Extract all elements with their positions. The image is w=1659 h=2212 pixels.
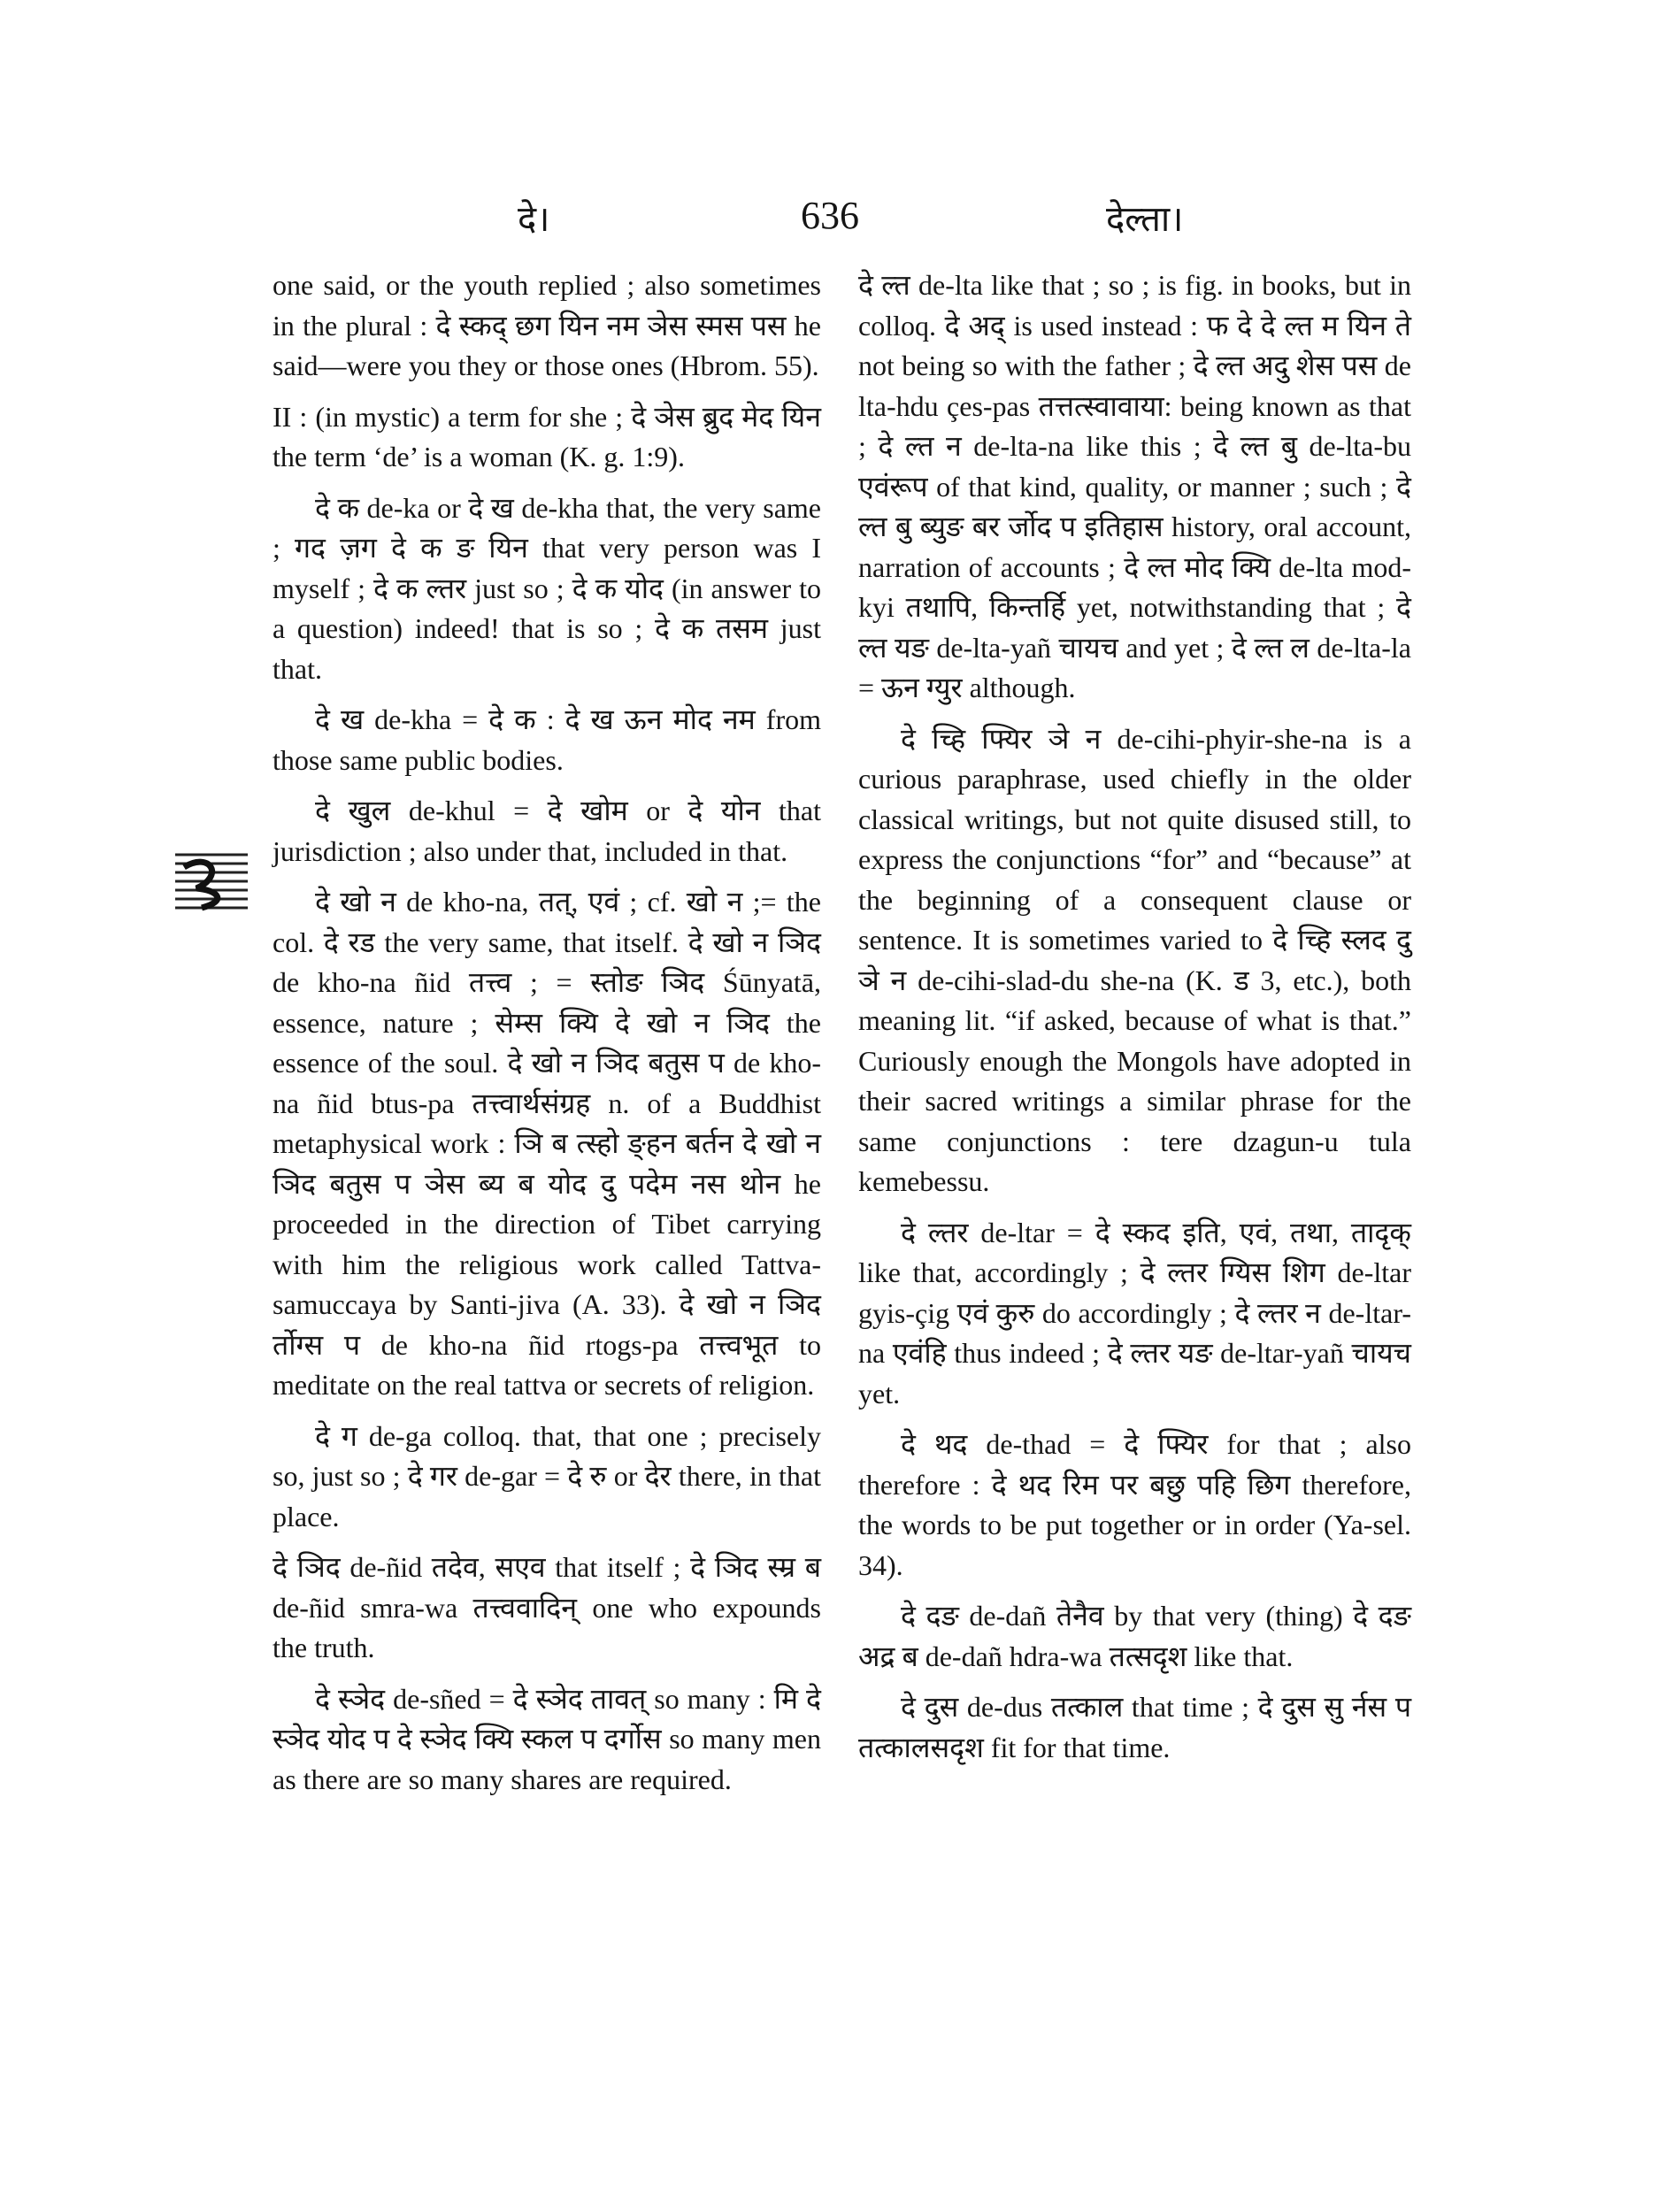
entry-de-ltar: दे ल्तर de-ltar = दे स्कद इति, एवं, तथा, तादृक् like that, accordingly ; दे ल्तर ग्यिस शिग de-ltar gyis-çig एवं कुरु do accordingly ; दे ल्तर न de-ltar-na एवंहि thus indeed ; दे ल्तर यङ de-ltar-yañ चायच yet. <box>858 1216 1411 1409</box>
entry-de-ka: दे क de-ka or दे ख de-kha that, the very same ; गद ज़ग दे क ङ यिन that very person was I myself ; दे क ल्तर just so ; दे क योद (in answer to a question) indeed! that is so ; दे क तसम just that. <box>273 491 821 685</box>
entry-de-kho-na: दे खो न de kho-na, तत्, एवं ; cf. खो न ;= the col. दे रड the very same, that itself. दे खो न ञिद de kho-na ñid तत्त्व ; = स्तोङ ञिद Śūnyatā, essence, nature ; सेम्स क्यि दे खो न ञिद the essence of the soul. दे खो न ञिद बतुस प de kho-na ñid btus-pa तत्त्वार्थसंग्रह n. of a Buddhist metaphysical work : ञि ब त्स्हो ङ्हन बर्तन दे खो न ञिद बतुस प ञेस ब्य ब योद दु पदेम नस थोन he proceeded in the direction of Tibet carrying with him the religious work called Tattva-samuccaya by Santi-jiva (A. 33). दे खो न ञिद र्तोग्स प de kho-na ñid rtogs-pa तत्त्वभूत to meditate on the real tattva or secrets of religion. <box>273 886 821 1401</box>
right-column <box>858 265 1411 1778</box>
entry-de-cihi-phyir: दे च्हि फ्यिर ञे न de-cihi-phyir-she-na is a curious paraphrase, used chiefly in the older classical writings, but not quite disused still, to express the conjunctions “for” and “because” at the beginning of a consequent clause or sentence. It is sometimes varied to दे च्हि स्लद दु ञे न de-cihi-slad-du she-na (K. ड 3, etc.), both meaning lit. “if asked, because of what is that.” Curiously enough the Mongols have adopted in their sacred writings a similar phrase for the same conjunctions : tere dzagun-u tula kemebessu. <box>858 722 1411 1197</box>
entry-de-sned: दे स्ञेद de-sñed = दे स्ञेद तावत् so many : मि दे स्ञेद योद प दे स्ञेद क्यि स्कल प दर्गोस so many men as there are so many shares are required. <box>273 1682 821 1795</box>
entry-de-ii: II : (in mystic) a term for she ; दे ञेस ब्रुद मेद यिन the term ‘de’ is a woman (K. g. 1:9). <box>273 400 821 472</box>
header-right: देल्ता। <box>1106 199 1184 240</box>
entry-de-nid: दे ञिद de-ñid तदेव, सएव that itself ; दे ञिद स्म्र ब de-ñid smra-wa तत्त्ववादिन् one who expounds the truth. <box>273 1551 821 1663</box>
margin-ornament-icon <box>175 849 248 913</box>
left-column <box>273 265 821 1810</box>
header-left: दे। <box>518 199 550 240</box>
entry-de-khul: दे खुल de-khul = दे खोम or दे योन that jurisdiction ; also under that, included in that. <box>273 795 821 867</box>
page-number: 636 <box>801 194 859 237</box>
entry-de-lta: दे ल्त de-lta like that ; so ; is fig. in books, but in colloq. दे अद् is used instead : फ दे दे ल्त म यिन ते not being so with the father ; दे ल्त अदु शेस पस de lta-hdu çes-pas तत्तत्स्वावाया: being known as that ; दे ल्त न de-lta-na like this ; दे ल्त बु de-lta-bu एवंरूप of that kind, quality, or manner ; such ; दे ल्त बु ब्युङ बर र्जोद प इतिहास history, oral account, narration of accounts ; दे ल्त मोद क्यि de-lta mod-kyi तथापि, किन्तर्हि yet, notwithstanding that ; दे ल्त यङ de-lta-yañ चायच and yet ; दे ल्त ल de-lta-la = ऊन ग्युर although. <box>858 269 1411 703</box>
entry-de-ga: दे ग de-ga colloq. that, that one ; precisely so, just so ; दे गर de-gar = दे रु or देर there, in that place. <box>273 1419 821 1532</box>
entry-de-dus: दे दुस de-dus तत्काल that time ; दे दुस सु र्नस प तत्कालसदृश fit for that time. <box>858 1691 1411 1763</box>
entry-de-dan: दे दङ de-dañ तेनैव by that very (thing) दे दङ अद्र ब de-dañ hdra-wa तत्सदृश like that. <box>858 1600 1411 1672</box>
entry-de-kha: दे ख de-kha = दे क : दे ख ऊन मोद नम from those same public bodies. <box>273 703 821 776</box>
entry-de-thad: दे थद de-thad = दे फ्यिर for that ; also therefore : दे थद रिम पर बछु पहि छिग therefore, the words to be put together or in order (Ya-sel. 34). <box>858 1428 1411 1581</box>
entry-continuation: one said, or the youth replied ; also sometimes in the plural : दे स्कद् छग यिन नम ञेस स्मस पस he said—were you they or those ones (Hbrom. 55). <box>273 269 821 381</box>
